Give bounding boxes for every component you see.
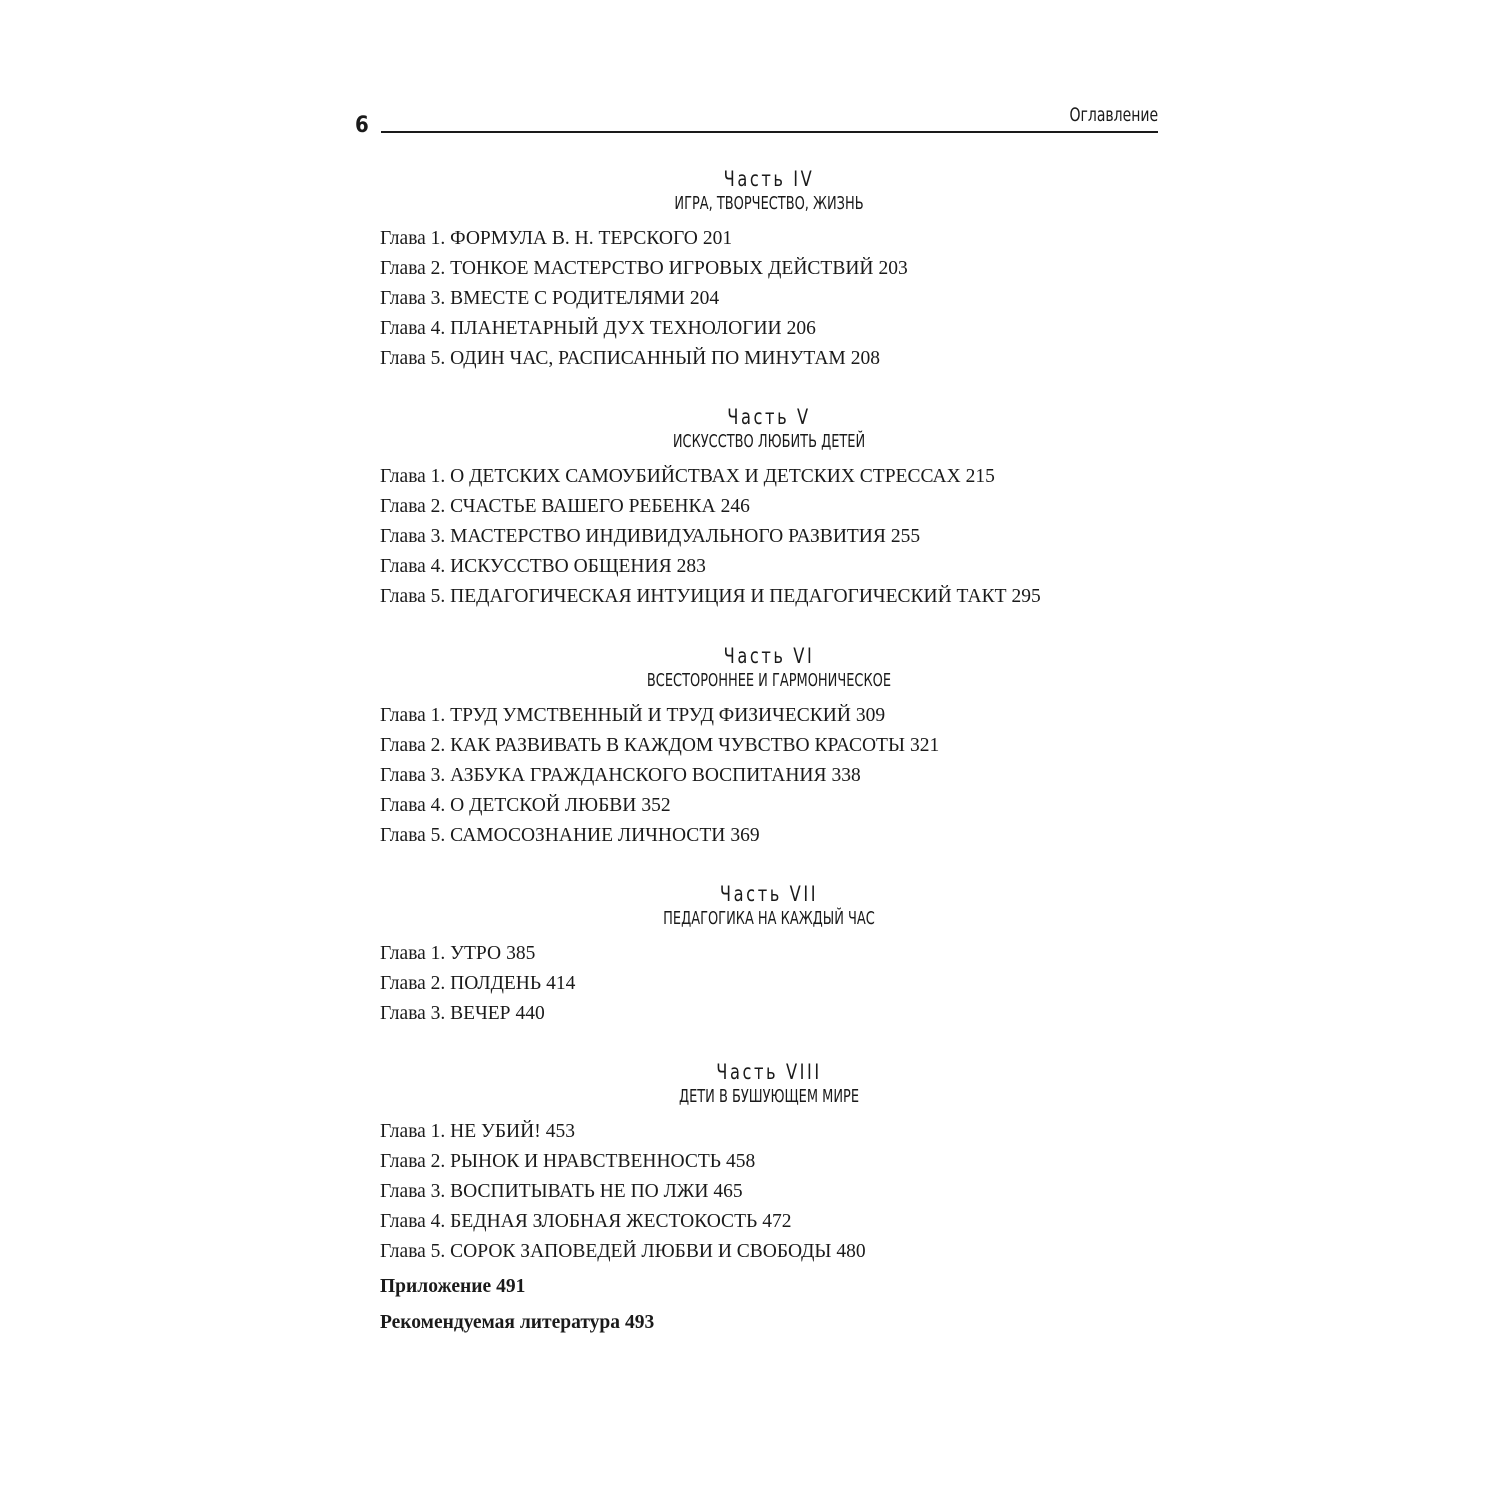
part-label: Часть VI [723,644,815,668]
toc-entry[interactable] [380,314,1158,344]
entry-label: Глава 4. ПЛАНЕТАРНЫЙ ДУХ ТЕХНОЛОГИИ [380,318,782,339]
entry-label: Глава 1. ФОРМУЛА В. Н. ТЕРСКОГО [380,228,698,249]
toc-entry[interactable] [380,731,1158,761]
toc-entry[interactable] [380,224,1158,254]
part-title: ДЕТИ В БУШУЮЩЕМ МИРЕ [678,1086,860,1107]
entry-label: Глава 3. ВОСПИТЫВАТЬ НЕ ПО ЛЖИ [380,1181,709,1202]
entry-label: Глава 4. О ДЕТСКОЙ ЛЮБВИ [380,795,637,816]
toc-entry[interactable] [380,582,1158,612]
toc-entry-appendix[interactable] [380,1269,1158,1305]
toc-entry[interactable] [380,1237,1158,1267]
entry-page: 493 [625,1312,655,1333]
toc-entry[interactable] [380,761,1158,791]
entry-label: Глава 5. ПЕДАГОГИЧЕСКАЯ ИНТУИЦИЯ И ПЕДАГОГИЧЕСКИЙ ТАКТ [380,586,1007,607]
entry-label: Глава 5. САМОСОЗНАНИЕ ЛИЧНОСТИ [380,825,726,846]
toc-entry[interactable] [380,999,1158,1029]
part-6 [380,643,1158,851]
entry-page: 480 [836,1241,866,1262]
entry-page: 255 [890,526,921,547]
toc-entry[interactable] [380,344,1158,374]
back-matter [380,1269,1158,1341]
toc-entry[interactable] [380,969,1158,999]
entry-page: 453 [545,1121,575,1142]
entry-page: 201 [702,228,733,249]
toc-entry[interactable] [380,254,1158,284]
entry-label: Глава 3. АЗБУКА ГРАЖДАНСКОГО ВОСПИТАНИЯ [380,765,827,786]
entry-page: 321 [909,735,940,756]
entry-page: 203 [878,258,908,279]
toc-entry[interactable] [380,522,1158,552]
entry-page: 295 [1011,586,1041,607]
part-7 [380,881,1158,1029]
entry-label: Рекомендуемая литература [380,1312,620,1333]
entry-label: Глава 2. РЫНОК И НРАВСТВЕННОСТЬ [380,1151,721,1172]
running-head-title: Оглавление [1069,104,1158,126]
entry-label: Глава 2. ПОЛДЕНЬ [380,973,542,994]
toc-entry[interactable] [380,821,1158,851]
entry-page: 352 [641,795,671,816]
toc-entry[interactable] [380,701,1158,731]
toc-entry[interactable] [380,492,1158,522]
entry-page: 465 [713,1181,743,1202]
part-heading [380,1059,1158,1109]
entry-label: Глава 2. ТОНКОЕ МАСТЕРСТВО ИГРОВЫХ ДЕЙСТВИЙ [380,258,874,279]
page-number: 6 [355,113,369,138]
entry-page: 338 [831,765,861,786]
part-8 [380,1059,1158,1341]
toc-entry[interactable] [380,1117,1158,1147]
entry-label: Глава 3. ВЕЧЕР [380,1003,511,1024]
part-label: Часть VIII [716,1060,822,1084]
entry-label: Глава 2. СЧАСТЬЕ ВАШЕГО РЕБЕНКА [380,496,716,517]
entry-page: 414 [546,973,576,994]
part-heading [380,881,1158,931]
entry-page: 458 [725,1151,756,1172]
toc-entry[interactable] [380,939,1158,969]
entry-label: Глава 1. НЕ УБИЙ! [380,1121,541,1142]
entry-page: 208 [850,348,881,369]
toc-entry[interactable] [380,791,1158,821]
entry-label: Глава 4. БЕДНАЯ ЗЛОБНАЯ ЖЕСТОКОСТЬ [380,1211,758,1232]
entry-page: 309 [855,705,886,726]
part-5 [380,404,1158,612]
toc-entry[interactable] [380,1207,1158,1237]
part-label: Часть IV [723,167,815,191]
part-title: ВСЕСТОРОННЕЕ И ГАРМОНИЧЕСКОЕ [646,670,892,691]
entry-label: Глава 3. ВМЕСТЕ С РОДИТЕЛЯМИ [380,288,685,309]
entry-label: Глава 1. УТРО [380,943,502,964]
entry-page: 491 [496,1276,526,1297]
toc-entry[interactable] [380,552,1158,582]
part-label: Часть VII [719,882,819,906]
part-4 [380,166,1158,374]
part-title: ИСКУССТВО ЛЮБИТЬ ДЕТЕЙ [672,431,866,452]
entry-page: 385 [506,943,536,964]
running-head [355,100,1158,136]
entry-page: 472 [762,1211,792,1232]
entry-page: 215 [965,466,995,487]
part-heading [380,166,1158,216]
toc-page [355,100,1158,1333]
entry-page: 440 [515,1003,545,1024]
entry-label: Глава 2. КАК РАЗВИВАТЬ В КАЖДОМ ЧУВСТВО КРАСОТЫ [380,735,905,756]
entry-label: Глава 3. МАСТЕРСТВО ИНДИВИДУАЛЬНОГО РАЗВИТИЯ [380,526,886,547]
entry-page: 206 [786,318,816,339]
entry-label: Глава 1. ТРУД УМСТВЕННЫЙ И ТРУД ФИЗИЧЕСКИЙ [380,705,851,726]
part-label: Часть V [727,405,811,429]
toc-entry-recommended-reading[interactable] [380,1305,1158,1341]
toc-entry[interactable] [380,1147,1158,1177]
part-heading [380,404,1158,454]
part-title: ПЕДАГОГИКА НА КАЖДЫЙ ЧАС [663,908,875,929]
entry-label: Глава 5. СОРОК ЗАПОВЕДЕЙ ЛЮБВИ И СВОБОДЫ [380,1241,832,1262]
entry-page: 246 [720,496,750,517]
part-title: ИГРА, ТВОРЧЕСТВО, ЖИЗНЬ [674,193,864,214]
entry-page: 283 [676,556,706,577]
toc-entry[interactable] [380,1177,1158,1207]
header-rule [381,131,1158,133]
entry-page: 369 [730,825,760,846]
entry-label: Глава 1. О ДЕТСКИХ САМОУБИЙСТВАХ И ДЕТСКИХ СТРЕССАХ [380,466,961,487]
entry-label: Приложение [380,1276,492,1297]
entry-label: Глава 5. ОДИН ЧАС, РАСПИСАННЫЙ ПО МИНУТАМ [380,348,846,369]
part-heading [380,643,1158,693]
entry-page: 204 [689,288,720,309]
toc-entry[interactable] [380,284,1158,314]
toc-entry[interactable] [380,462,1158,492]
entry-label: Глава 4. ИСКУССТВО ОБЩЕНИЯ [380,556,672,577]
